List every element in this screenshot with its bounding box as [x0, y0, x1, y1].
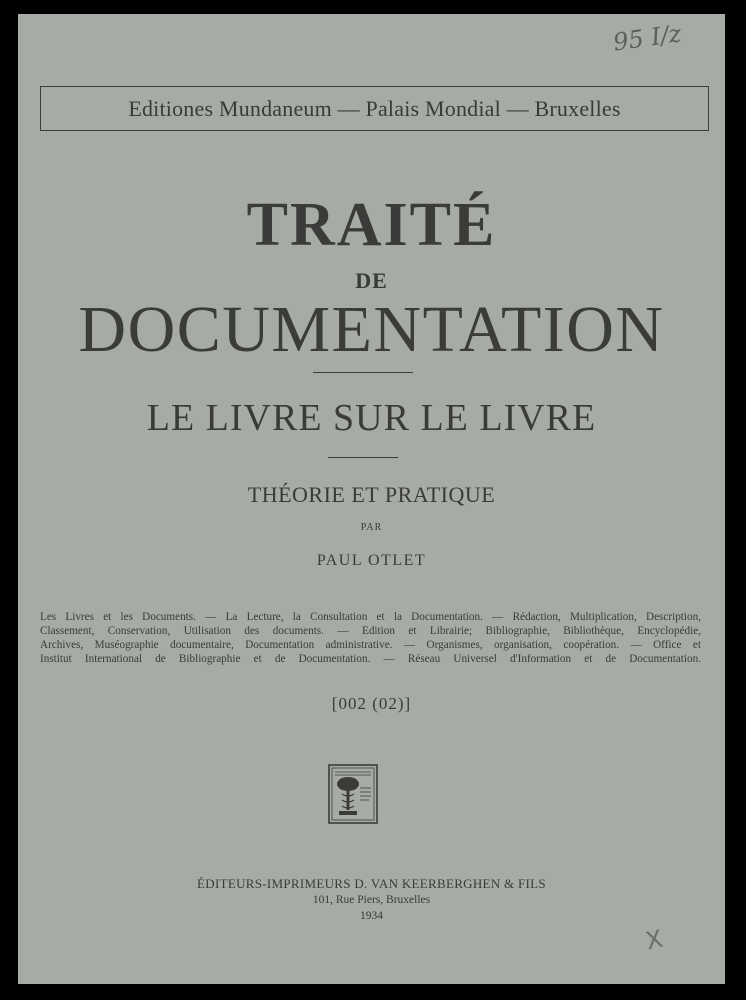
pencil-mark: X [643, 924, 666, 956]
summary-line: Les Livres et les Documents. — La Lecture, la Consultation et la Documentation. — Rédaction, Multiplication, Description, [40, 611, 701, 623]
by-label: PAR [360, 522, 383, 533]
publisher-name: ÉDITEURS-IMPRIMEURS D. VAN KEERBERGHEN & FILS [197, 876, 546, 891]
summary-line: Archives, Muséographie documentaire, Documentation administrative. — Organismes, organisation, coopération. — Office et [40, 639, 701, 651]
subject-line: THÉORIE ET PRATIQUE [247, 482, 496, 507]
handwritten-note: 95 I/z [611, 19, 684, 57]
title-page [18, 14, 725, 984]
summary-line: Classement, Conservation, Utilisation des documents. — Edition et Librairie; Bibliographie, Bibliothèque, Encyclopédie, [40, 625, 701, 637]
summary-line: Institut International de Bibliographie et de Documentation. — Réseau Universel d'Information et de Documentation. [40, 653, 701, 665]
divider-rule [328, 457, 398, 458]
publication-year: 1934 [360, 910, 383, 922]
title-connector: DE [355, 268, 388, 293]
header-band-text: Editiones Mundaneum — Palais Mondial — Bruxelles [128, 95, 621, 121]
publisher-emblem-icon [328, 764, 378, 824]
title-secondary: DOCUMENTATION [78, 293, 665, 366]
title-main: TRAITÉ [246, 191, 497, 259]
author-name: PAUL OTLET [316, 552, 427, 569]
subtitle: LE LIVRE SUR LE LIVRE [146, 397, 597, 439]
classification-number: [002 (02)] [331, 694, 412, 713]
contents-summary [40, 610, 701, 666]
divider-rule [313, 372, 413, 373]
publisher-address: 101, Rue Piers, Bruxelles [312, 894, 431, 906]
publisher-header-band [40, 86, 709, 131]
